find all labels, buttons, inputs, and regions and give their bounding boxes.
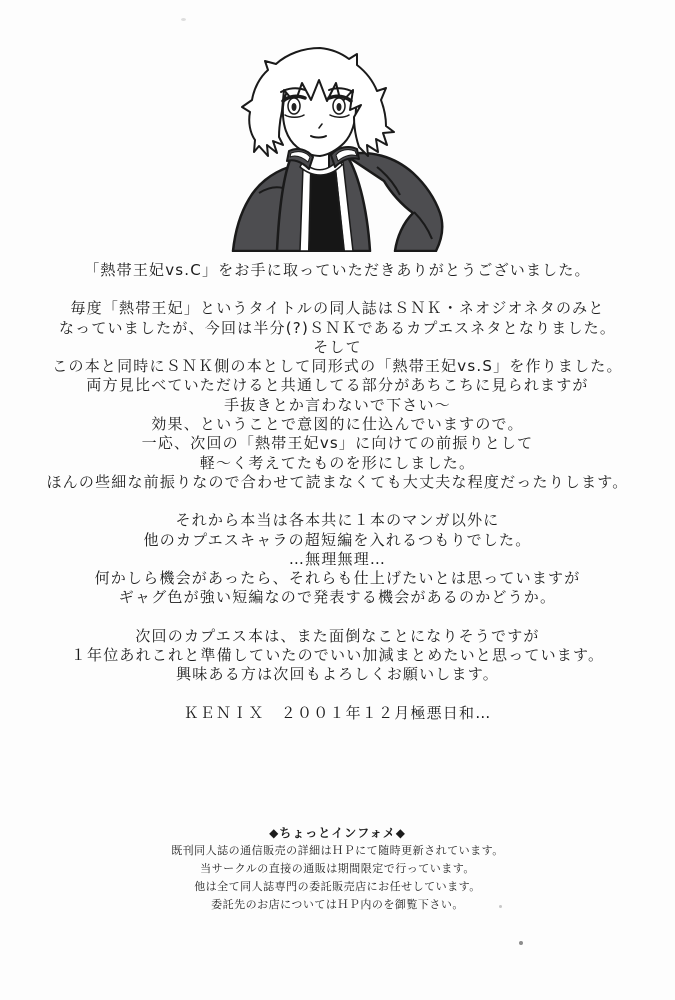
- afterword-line: 手抜きとか言わないで下さい～: [224, 395, 451, 414]
- afterword-line: 興味ある方は次回もよろしくお願いします。: [176, 665, 499, 684]
- afterword-line: 他のカプエスキャラの超短編を入れるつもりでした。: [143, 530, 532, 549]
- scan-speck: [519, 941, 523, 945]
- info-line: 他は全て同人誌専門の委託販売店にお任せしています。: [194, 880, 481, 893]
- info-line: 委託先のお店についてはＨＰ内のを御覧下さい。: [211, 898, 464, 911]
- afterword-line: この本と同時にＳＮＫ側の本として同形式の「熱帯王妃vs.S」を作りました。: [52, 357, 623, 376]
- afterword-line: 一応、次回の「熱帯王妃vs」に向けての前振りとして: [141, 434, 534, 453]
- left-eye-pupil: [292, 103, 297, 111]
- info-line: 既刊同人誌の通信販売の詳細はＨＰにて随時更新されています。: [171, 844, 504, 857]
- afterword-line: ほんの些細な前振りなので合わせて読まなくても大丈夫な程度だったりします。: [46, 472, 629, 491]
- afterword-line: 両方見比べていただけると共通してる部分があちこちに見られますが: [86, 376, 589, 395]
- afterword-paragraph: [0, 261, 675, 280]
- afterword-line: なっていましたが、今回は半分(?)ＳＮＫであるカプエスネタとなりました。: [58, 318, 617, 337]
- info-lines: [0, 842, 675, 914]
- afterword-paragraph: [0, 511, 675, 607]
- afterword-line: 次回のカプエス本は、また面倒なことになりそうですが: [135, 626, 540, 645]
- info-title: ◆ちょっとインフォメ◆: [269, 826, 406, 840]
- afterword-line: 「熱帯王妃vs.C」をお手に取っていただきありがとうございました。: [84, 261, 591, 279]
- scan-speck: [499, 905, 502, 908]
- afterword-line: ＫＥＮＩＸ ２００１年１２月極悪日和…: [183, 703, 492, 722]
- afterword-text: [0, 261, 675, 742]
- afterword-paragraph: [0, 299, 675, 492]
- character-illustration: [225, 45, 465, 252]
- info-section: [0, 824, 675, 914]
- afterword-line: それから本当は各本共に１本のマンガ以外に: [175, 511, 500, 530]
- afterword-paragraph: [0, 627, 675, 685]
- afterword-line: 毎度「熱帯王妃」というタイトルの同人誌はＳＮＫ・ネオジオネタのみと: [70, 299, 605, 318]
- afterword-paragraph: [0, 704, 675, 723]
- scan-speck: [181, 18, 186, 21]
- right-eye-pupil: [337, 103, 342, 111]
- afterword-line: ギャグ色が強い短編なので発表する機会があるのかどうか。: [118, 588, 557, 607]
- afterword-line: 何かしら機会があったら、それらも仕上げたいとは思っていますが: [94, 569, 581, 588]
- afterword-line: 軽～く考えてたものを形にしました。: [199, 453, 476, 472]
- afterword-line: …無理無理…: [288, 549, 387, 568]
- info-line: 当サークルの直接の通販は期間限定で行っています。: [200, 862, 475, 875]
- afterword-line: そして: [313, 337, 362, 356]
- afterword-line: １年位あれこれと準備していたのでいい加減まとめたいと思っています。: [70, 646, 605, 665]
- afterword-line: 効果、ということで意図的に仕込んでいますので。: [151, 415, 524, 434]
